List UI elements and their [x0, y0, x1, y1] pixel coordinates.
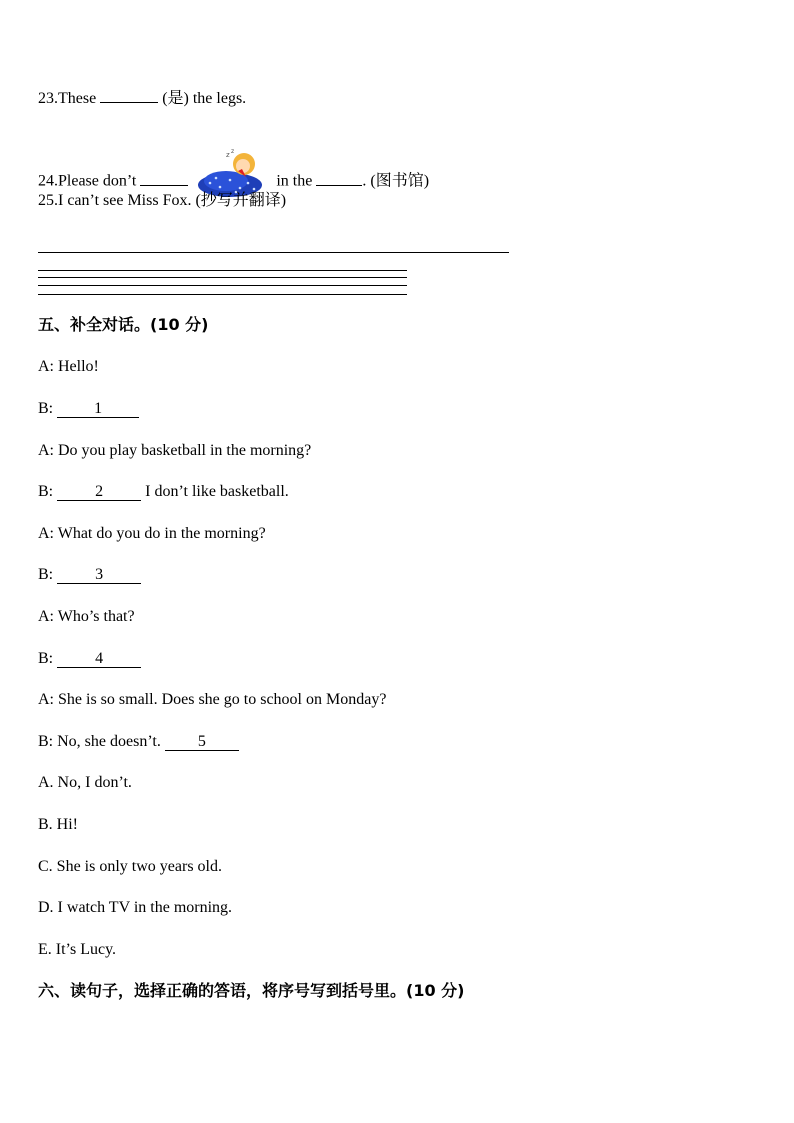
four-line-grid-line-1	[38, 270, 407, 271]
option-e: E. It’s Lucy.	[38, 941, 117, 958]
speaker-label: A:	[38, 442, 58, 459]
speaker-label: B:	[38, 650, 58, 667]
speaker-label: B:	[38, 483, 58, 500]
dialogue-text: What do you do in the morning?	[57, 525, 266, 542]
dialogue-line	[38, 565, 141, 585]
dialogue-line	[38, 732, 239, 752]
answer-blank-3[interactable]: 3	[57, 567, 141, 584]
q23-text-before: 23.These	[38, 90, 101, 107]
speaker-label: B:	[38, 566, 58, 583]
q23-text-after: (是) the legs.	[158, 90, 247, 107]
speaker-label: A:	[38, 358, 58, 375]
speaker-label: B:	[38, 400, 58, 417]
section-6-heading: 六、读句子，选择正确的答语，将序号写到括号里。(10 分)	[38, 981, 465, 1000]
dialogue-line	[38, 482, 289, 502]
dialogue-line	[38, 649, 141, 669]
dialogue-text: Do you play basketball in the morning?	[58, 442, 312, 459]
dialogue-text: I don’t like basketball.	[141, 483, 289, 500]
four-line-grid-line-3	[38, 285, 407, 286]
dialogue-text: Who’s that?	[57, 608, 135, 625]
answer-blank-4[interactable]: 4	[57, 651, 141, 668]
option-b: B. Hi!	[38, 816, 78, 833]
q25-text: 25.I can’t see Miss Fox. (抄写并翻译)	[38, 192, 287, 209]
speaker-label: A:	[38, 691, 58, 708]
speaker-label: B:	[38, 733, 58, 750]
dialogue-line	[38, 607, 135, 627]
q24-blank-2[interactable]	[316, 170, 362, 186]
dialogue-line	[38, 399, 139, 419]
q24-text-middle: in the	[272, 172, 317, 190]
question-23	[38, 87, 246, 109]
q24-blank-1[interactable]	[140, 170, 188, 186]
dialogue-line	[38, 690, 386, 710]
section-5-heading: 五、补全对话。(10 分)	[38, 315, 209, 334]
option-d: D. I watch TV in the morning.	[38, 899, 233, 916]
option-a: A. No, I don’t.	[38, 774, 132, 791]
answer-blank-2[interactable]: 2	[57, 484, 141, 501]
svg-text:z: z	[226, 151, 231, 159]
answer-blank-1[interactable]: 1	[57, 401, 139, 418]
svg-text:z: z	[231, 148, 235, 155]
q24-text-after: . (图书馆)	[362, 172, 430, 190]
dialogue-text: No, she doesn’t.	[57, 733, 165, 750]
option-c: C. She is only two years old.	[38, 858, 222, 875]
dialogue-text: Hello!	[58, 358, 99, 375]
dialogue-line	[38, 357, 99, 377]
answer-blank-5[interactable]: 5	[165, 734, 239, 751]
dialogue-line	[38, 441, 311, 461]
four-line-grid-line-2	[38, 277, 407, 278]
speaker-label: A:	[38, 525, 58, 542]
dialogue-text: She is so small. Does she go to school on Monday?	[58, 691, 387, 708]
question-25	[38, 191, 286, 211]
dialogue-line	[38, 524, 266, 544]
answer-line-1[interactable]	[38, 252, 509, 253]
q23-blank[interactable]	[100, 87, 158, 103]
four-line-grid-line-4	[38, 294, 407, 295]
q24-text-before: 24.Please don’t	[38, 172, 141, 190]
speaker-label: A:	[38, 608, 58, 625]
